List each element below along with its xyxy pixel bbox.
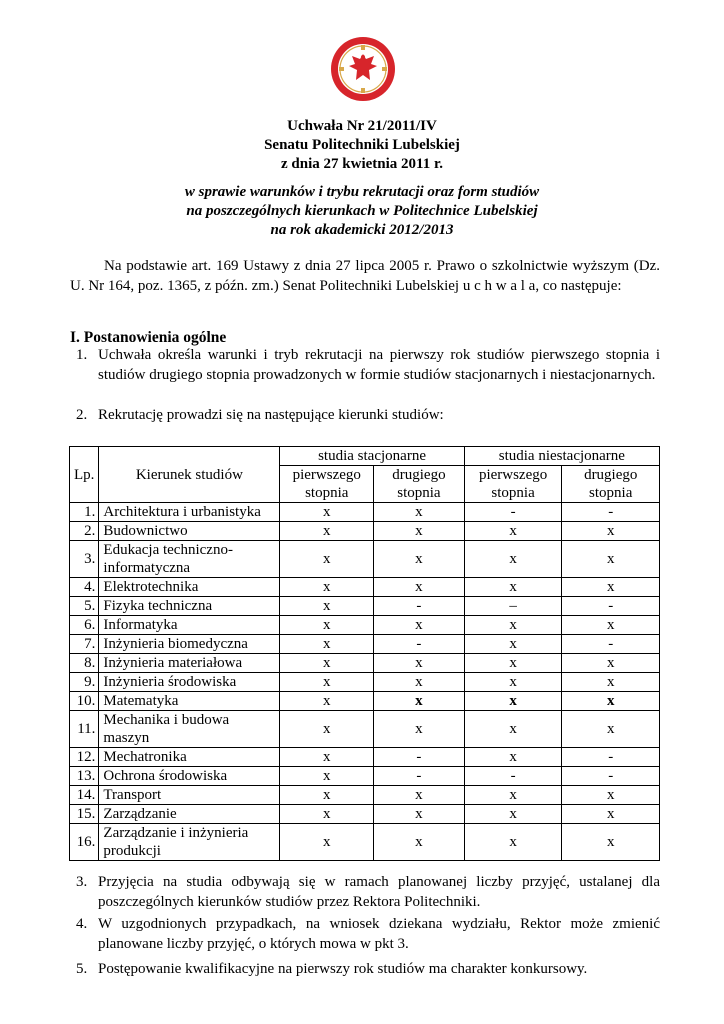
program-name: Ochrona środowiska [99,767,280,786]
subject-line-3: na rok akademicki 2012/2013 [270,222,454,238]
availability-cell: - [374,748,465,767]
availability-cell: x [374,578,465,597]
table-row [70,805,660,824]
item-number: 1. [76,347,88,363]
subject-line-1: w sprawie warunków i trybu rekrutacji oraz form studiów [184,184,540,200]
availability-cell: x [562,692,660,711]
table-row [70,597,660,616]
availability-cell: x [374,522,465,541]
row-number: 14. [70,786,99,805]
availability-cell: x [374,805,465,824]
availability-cell: - [562,597,660,616]
table-body [70,503,660,861]
row-number: 6. [70,616,99,635]
program-name: Inżynieria środowiska [99,673,280,692]
table-row [70,692,660,711]
item-number: 4. [76,916,88,932]
row-number: 11. [70,711,99,748]
row-number: 2. [70,522,99,541]
availability-cell: x [464,616,562,635]
table-row [70,748,660,767]
header-second-degree: drugiego stopnia [562,466,660,503]
program-name: Inżynieria materiałowa [99,654,280,673]
resolution-number: Uchwała Nr 21/2011/IV [287,118,437,134]
availability-cell: x [562,616,660,635]
availability-cell: x [374,711,465,748]
availability-cell: x [464,692,562,711]
availability-cell: x [374,654,465,673]
availability-cell: x [464,711,562,748]
availability-cell: x [464,805,562,824]
availability-cell: - [562,748,660,767]
availability-cell: x [562,786,660,805]
availability-cell: x [280,635,374,654]
list-item [76,915,660,954]
resolution-date: z dnia 27 kwietnia 2011 r. [281,156,443,172]
list-item [76,960,660,980]
row-number: 10. [70,692,99,711]
availability-cell: x [280,786,374,805]
availability-cell: x [280,654,374,673]
item-text: Przyjęcia na studia odbywają się w ramach planowanej liczby przyjęć, ustalanej dla poszczególnych kierunków studiów przez Rektora Politechniki. [98,874,660,910]
table-row [70,824,660,861]
row-number: 4. [70,578,99,597]
availability-cell: x [374,673,465,692]
row-number: 5. [70,597,99,616]
list-item [76,873,660,912]
availability-cell: x [562,673,660,692]
item-text: Uchwała określa warunki i tryb rekrutacji na pierwszy rok studiów pierwszego stopnia i studiów drugiego stopnia prowadzonych w formie studiów stacjonarnych i niestacjonarnych. [98,347,660,383]
item-number: 5. [76,961,88,977]
row-number: 1. [70,503,99,522]
availability-cell: x [464,824,562,861]
header-program: Kierunek studiów [99,447,280,503]
header-first-degree: pierwszego stopnia [280,466,374,503]
row-number: 8. [70,654,99,673]
availability-cell: x [374,503,465,522]
resolution-title [0,117,724,174]
header-first-degree: pierwszego stopnia [464,466,562,503]
availability-cell: x [374,824,465,861]
table-row [70,711,660,748]
study-programs-table [69,446,660,861]
item-text: Postępowanie kwalifikacyjne na pierwszy rok studiów ma charakter konkursowy. [98,961,588,977]
issuing-body: Senatu Politechniki Lubelskiej [264,137,460,153]
table-row [70,578,660,597]
availability-cell: – [464,597,562,616]
table-row [70,673,660,692]
program-name: Budownictwo [99,522,280,541]
program-name: Edukacja techniczno-informatyczna [99,541,280,578]
program-name: Transport [99,786,280,805]
availability-cell: - [562,767,660,786]
program-name: Zarządzanie i inżynieria produkcji [99,824,280,861]
header-full-time: studia stacjonarne [280,447,464,466]
table-row [70,635,660,654]
availability-cell: x [280,711,374,748]
availability-cell: x [464,786,562,805]
table-row [70,786,660,805]
availability-cell: x [562,824,660,861]
availability-cell: - [374,597,465,616]
availability-cell: x [280,748,374,767]
availability-cell: - [562,635,660,654]
list-item [76,346,660,385]
item-number: 2. [76,407,88,423]
availability-cell: x [280,503,374,522]
availability-cell: - [464,767,562,786]
header-lp: Lp. [70,447,99,503]
row-number: 16. [70,824,99,861]
row-number: 9. [70,673,99,692]
table-row [70,767,660,786]
row-number: 13. [70,767,99,786]
availability-cell: x [464,748,562,767]
availability-cell: x [562,711,660,748]
availability-cell: x [280,805,374,824]
availability-cell: x [464,522,562,541]
subject-line-2: na poszczególnych kierunkach w Politechnice Lubelskiej [186,203,538,219]
intro-paragraph: Na podstawie art. 169 Ustawy z dnia 27 lipca 2005 r. Prawo o szkolnictwie wyższym (Dz. U. Nr 164, poz. 1365, z późn. zm.) Senat Politechniki Lubelskiej u c h w a l a, co następuje: [70,258,660,294]
availability-cell: x [280,692,374,711]
availability-cell: x [374,692,465,711]
program-name: Inżynieria biomedyczna [99,635,280,654]
availability-cell: x [374,786,465,805]
table-row [70,522,660,541]
availability-cell: x [280,824,374,861]
program-name: Architektura i urbanistyka [99,503,280,522]
table-row [70,616,660,635]
availability-cell: x [280,597,374,616]
availability-cell: x [464,635,562,654]
program-name: Fizyka techniczna [99,597,280,616]
availability-cell: x [562,541,660,578]
section-heading: I. Postanowienia ogólne [70,329,227,346]
availability-cell: x [562,578,660,597]
table-row [70,541,660,578]
availability-cell: - [464,503,562,522]
program-name: Mechatronika [99,748,280,767]
availability-cell: x [464,673,562,692]
availability-cell: x [280,522,374,541]
availability-cell: x [374,541,465,578]
availability-cell: x [464,578,562,597]
availability-cell: x [562,522,660,541]
item-number: 3. [76,874,88,890]
row-number: 15. [70,805,99,824]
availability-cell: x [562,654,660,673]
availability-cell: x [464,541,562,578]
header-part-time: studia niestacjonarne [464,447,659,466]
availability-cell: - [562,503,660,522]
resolution-subject [0,183,724,240]
availability-cell: x [280,541,374,578]
availability-cell: - [374,635,465,654]
availability-cell: x [464,654,562,673]
availability-cell: x [374,616,465,635]
program-name: Informatyka [99,616,280,635]
row-number: 3. [70,541,99,578]
row-number: 12. [70,748,99,767]
availability-cell: x [280,578,374,597]
availability-cell: x [280,616,374,635]
table-row [70,503,660,522]
availability-cell: - [374,767,465,786]
item-text: Rekrutację prowadzi się na następujące kierunki studiów: [98,407,444,423]
availability-cell: x [280,767,374,786]
availability-cell: x [280,673,374,692]
table-row [70,654,660,673]
header-second-degree: drugiego stopnia [374,466,465,503]
program-name: Elektrotechnika [99,578,280,597]
availability-cell: x [562,805,660,824]
item-text: W uzgodnionych przypadkach, na wniosek dziekana wydziału, Rektor może zmienić planowane liczby przyjęć, o których mowa w pkt 3. [98,916,660,952]
list-item [76,406,660,426]
program-name: Matematyka [99,692,280,711]
program-name: Zarządzanie [99,805,280,824]
university-emblem-logo [330,36,396,102]
program-name: Mechanika i budowa maszyn [99,711,280,748]
row-number: 7. [70,635,99,654]
